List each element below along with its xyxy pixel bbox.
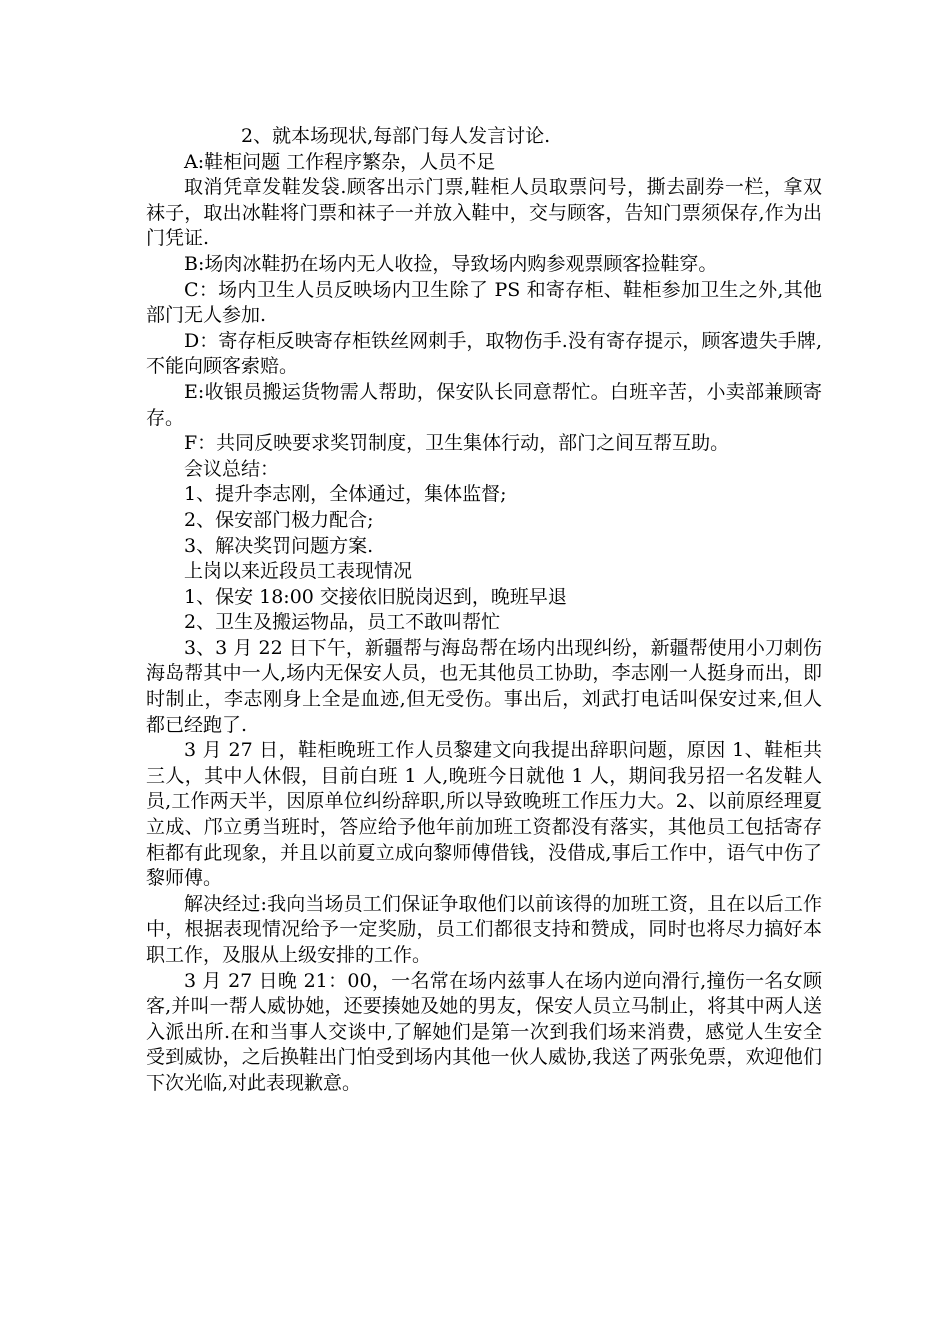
- paragraph: C：场内卫生人员反映场内卫生除了 PS 和寄存柜、鞋柜参加卫生之外,其他部门无人参加.: [146, 278, 822, 327]
- document-body: [146, 124, 822, 1097]
- paragraph: A:鞋柜问题 工作程序繁杂，人员不足: [184, 150, 496, 173]
- list-item: 1、保安 18:00 交接依旧脱岗迟到，晚班早退: [184, 585, 567, 608]
- list-item: 2、保安部门极力配合;: [184, 508, 374, 531]
- paragraph: B:场肉冰鞋扔在场内无人收捡，导致场内购参观票顾客捡鞋穿。: [184, 252, 718, 275]
- paragraph: 3 月 27 日，鞋柜晚班工作人员黎建文向我提出辞职问题，原因 1、鞋柜共三人，其中人休假，目前白班 1 人,晚班今日就他 1 人，期间我另招一名发鞋人员,工作两天半，因原单位纠纷辞职,所以导致晚班工作压力大。2、以前原经理夏立成、邝立勇当班时，答应给予他年前加班工资都没有落实，其他员工包括寄存柜都有此现象，并且以前夏立成向黎师傅借钱，没借成,事后工作中，语气中伤了黎师傅。: [146, 739, 822, 890]
- paragraph: 3 月 27 日晚 21：00，一名常在场内兹事人在场内逆向滑行,撞伤一名女顾客,并叫一帮人威协她，还要揍她及她的男友，保安人员立马制止，将其中两人送入派出所.在和当事人交谈中,了解她们是第一次到我们场来消费，感觉人生安全受到威协，之后换鞋出门怕受到场内其他一伙人威协,我送了两张免票，欢迎他们下次光临,对此表现歉意。: [146, 969, 822, 1094]
- list-item: 2、卫生及搬运物品，员工不敢叫帮忙: [184, 611, 501, 634]
- list-item: 3、3 月 22 日下午，新疆帮与海岛帮在场内出现纠纷，新疆帮使用小刀刺伤海岛帮其中一人,场内无保安人员，也无其他员工协助，李志刚一人挺身而出，即时制止，李志刚身上全是血迹,但无受伤。事出后，刘武打电话叫保安过来,但人都已经跑了.: [146, 636, 822, 736]
- paragraph: 取消凭章发鞋发袋.顾客出示门票,鞋柜人员取票问号，撕去副券一栏，拿双袜子，取出冰鞋将门票和袜子一并放入鞋中，交与顾客，告知门票须保存,作为出门凭证.: [146, 176, 822, 250]
- paragraph: F：共同反映要求奖罚制度，卫生集体行动，部门之间互帮互助。: [184, 432, 730, 455]
- summary-heading: 会议总结：: [184, 457, 280, 480]
- list-item: 1、提升李志刚，全体通过，集体监督;: [184, 483, 507, 506]
- paragraph: D：寄存柜反映寄存柜铁丝网刺手，取物伤手.没有寄存提示，顾客遗失手牌,不能向顾客索赔。: [146, 329, 822, 378]
- paragraph: E:收银员搬运货物需人帮助，保安队长同意帮忙。白班辛苦，小卖部兼顾寄存。: [146, 380, 822, 429]
- list-item: 3、解决奖罚问题方案.: [184, 534, 374, 557]
- section-heading: 2、就本场现状,每部门每人发言讨论.: [241, 125, 551, 147]
- paragraph: 解决经过:我向当场员工们保证争取他们以前该得的加班工资，且在以后工作中，根据表现情况给予一定奖励，员工们都很支持和赞成，同时也将尽力搞好本职工作，及服从上级安排的工作。: [146, 892, 822, 966]
- section-heading: 上岗以来近段员工表现情况: [184, 560, 413, 583]
